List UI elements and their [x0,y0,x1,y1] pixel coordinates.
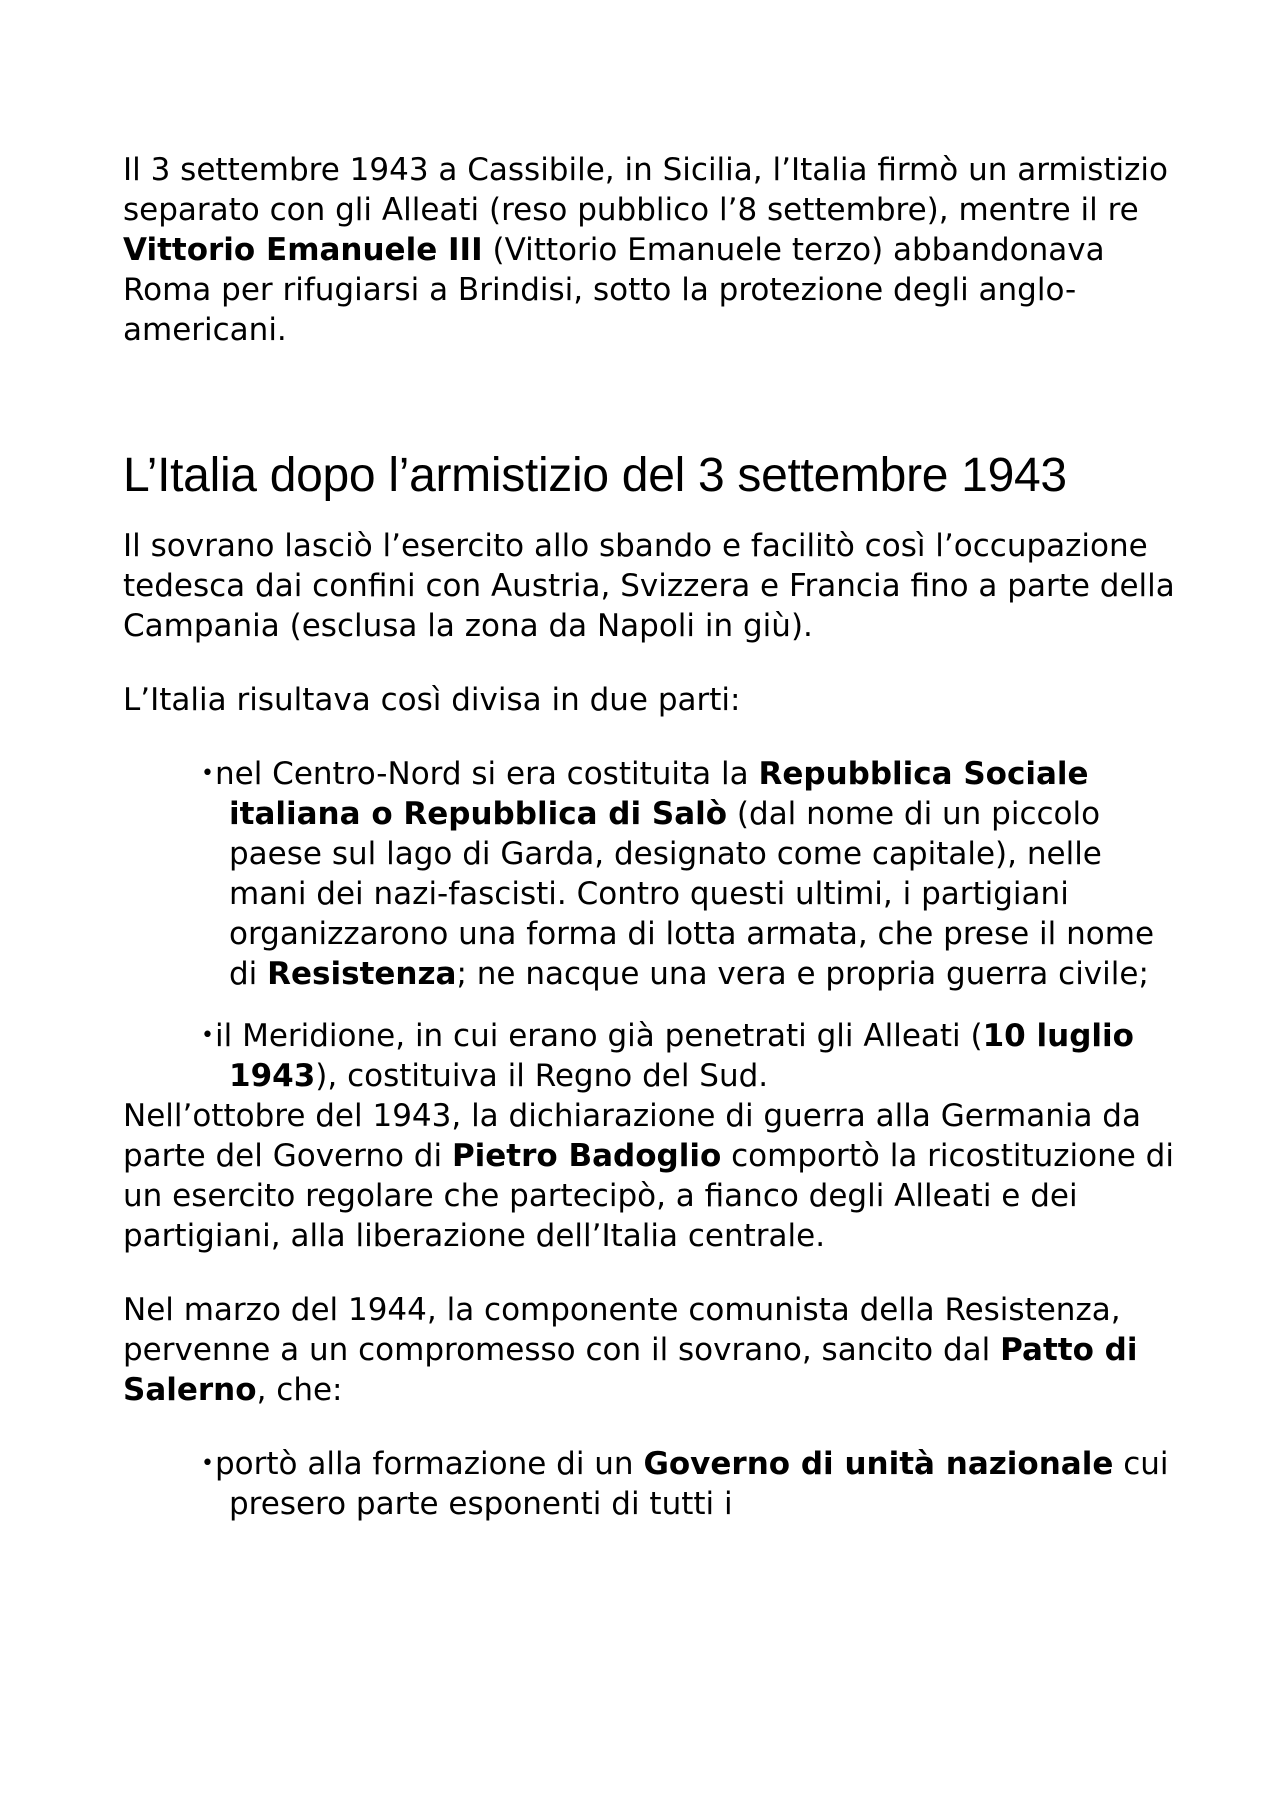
bullet-icon [201,1444,215,1484]
bullet-icon [201,1016,215,1056]
list-divisions [123,754,1183,1096]
paragraph-divisa: L’Italia risultava così divisa in due parti: [123,682,741,718]
intro-paragraph [123,150,1183,350]
paragraph-sovrano: Il sovrano lasciò l’esercito allo sbando e facilitò così l’occupazione tedesca dai confini con Austria, Svizzera e Francia fino a parte della Campania (esclusa la zona da Napoli in giù). [123,528,1175,644]
intro-text-2: (Vittorio Emanuele terzo) abbandonava Roma per rifugiarsi a Brindisi, sotto la protezione degli anglo-americani. [123,232,1105,348]
list-patto-salerno [123,1444,1183,1524]
list-item: •nel Centro-Nord si era costituita la Repubblica Sociale italiana o Repubblica di Salò (dal nome di un piccolo paese sul lago di Garda, designato come capitale), nelle mani dei nazi-fascisti. Contro questi ultimi, i partigiani organizzarono una forma di lotta armata, che prese il nome di Resistenza; ne nacque una vera e propria guerra civile; [123,754,1183,994]
section-heading: L’Italia dopo l’armistizio del 3 settembre 1943 [123,449,1067,502]
intro-bold-king: Vittorio Emanuele III [123,232,483,268]
list-item: •portò alla formazione di un Governo di unità nazionale cui presero parte esponenti di tutti i [123,1444,1183,1524]
bullet-icon [201,754,215,794]
document-page [123,150,1183,1546]
intro-text-1: Il 3 settembre 1943 a Cassibile, in Sicilia, l’Italia firmò un armistizio separato con gli Alleati (reso pubblico l’8 settembre), mentre il re [123,152,1168,228]
paragraph-marzo: Nel marzo del 1944, la componente comunista della Resistenza, pervenne a un compromesso con il sovrano, sancito dal Patto di Salerno, che: [123,1292,1138,1408]
paragraph-ottobre: Nell’ottobre del 1943, la dichiarazione di guerra alla Germania da parte del Governo di Pietro Badoglio comportò la ricostituzione di un esercito regolare che partecipò, a fianco degli Alleati e dei partigiani, alla liberazione dell’Italia centrale. [123,1098,1174,1254]
list-item: •il Meridione, in cui erano già penetrati gli Alleati (10 luglio 1943), costituiva il Regno del Sud. [123,1016,1183,1096]
